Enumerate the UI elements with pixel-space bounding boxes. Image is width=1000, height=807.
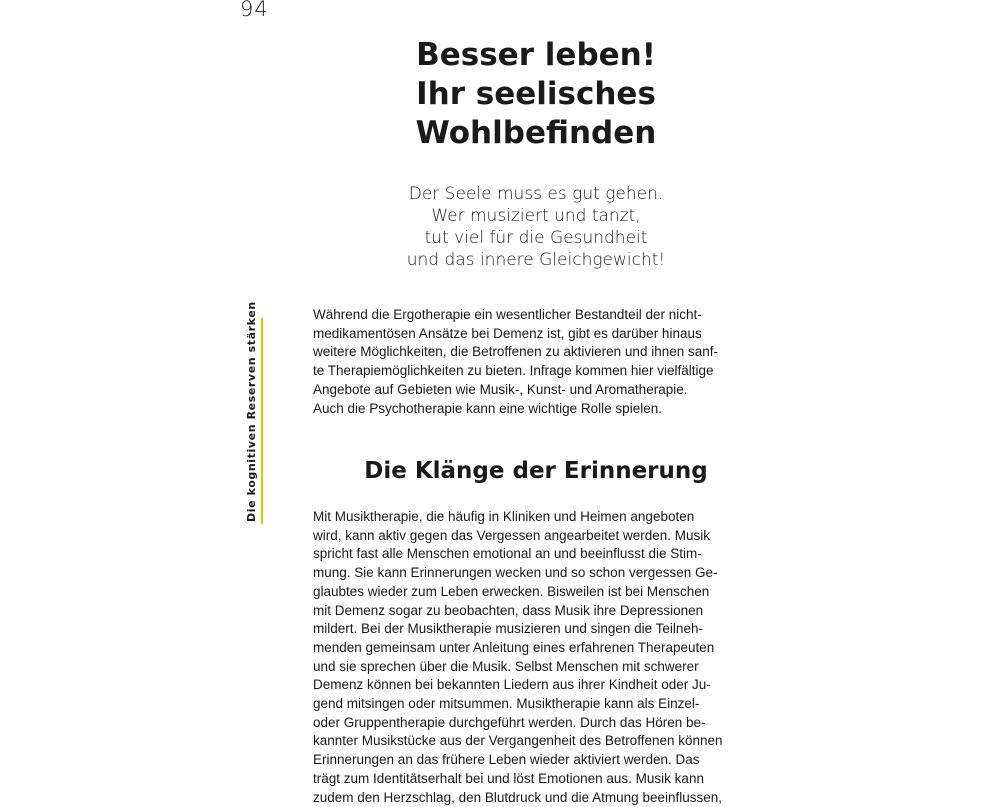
chapter-title-line: Ihr seelisches [416,76,656,112]
lead-line: Der Seele muss es gut gehen. [408,184,664,204]
text-line: Während die Ergotherapie ein wesentlicher Bestandteil der nicht- [313,307,702,322]
chapter-title [336,36,736,153]
text-line: glaubtes wieder zum Leben erwecken. Bisweilen ist bei Menschen [313,583,710,599]
intro-paragraph [313,306,773,418]
text-line: Erinnerungen an das frühere Leben wieder aktiviert werden. Das [313,752,700,768]
text-line: menden gemeinsam unter Anleitung eines erfahrenen Therapeuten [313,639,715,655]
running-head-rule [261,318,263,524]
text-line: mung. Sie kann Erinnerungen wecken und so schon vergessen Ge- [313,565,718,581]
text-line: zudem den Herzschlag, den Blutdruck und die Atmung beeinflussen, [313,789,723,805]
text-line: oder Gruppentherapie durchgeführt werden. Durch das Hören be- [313,714,706,730]
text-line: Angebote auf Gebieten wie Musik-, Kunst- und Aromatherapie. [313,381,688,397]
text-line: und sie sprechen über die Musik. Selbst Menschen mit schwerer [313,658,699,674]
text-line: medikamentösen Ansätze bei Demenz ist, gibt es darüber hinaus [313,325,702,341]
text-line: Auch die Psychotherapie kann eine wichtige Rolle spielen. [313,400,662,416]
lead-line: Wer musiziert und tanzt, [431,206,641,226]
text-line: spricht fast alle Menschen emotional an und beeinflusst die Stim- [313,546,702,562]
running-head: Die kognitiven Reserven stärken [245,301,258,522]
music-therapy-paragraph [313,508,773,807]
text-line: Mit Musiktherapie, die häufig in Kliniken und Heimen angeboten [313,509,695,524]
chapter-title-line: Besser leben! [416,37,656,73]
text-line: kannter Musikstücke aus der Vergangenheit des Betroffenen können [313,733,723,749]
page-number: 94 [240,0,269,21]
text-line: mildert. Bei der Musiktherapie musizieren und singen die Teilneh- [313,621,703,637]
section-heading: Die Klänge der Erinnerung [364,458,708,484]
lead-line: und das innere Gleichgewicht! [406,250,666,270]
text-line: te Therapiemöglichkeiten zu bieten. Infrage kommen hier vielfältige [313,363,714,379]
chapter-lead [336,183,736,271]
text-line: mit Demenz sogar zu beobachten, dass Musik ihre Depressionen [313,602,704,618]
chapter-title-line: Wohlbefinden [415,115,657,151]
text-line: wird, kann aktiv gegen das Vergessen angearbeitet werden. Musik [313,527,710,543]
text-line: weitere Möglichkeiten, die Betroffenen zu aktivieren und ihnen sanf- [313,344,718,360]
lead-line: tut viel für die Gesundheit [424,228,648,248]
text-line: Demenz können bei bekannten Liedern aus ihrer Kindheit oder Ju- [313,677,711,693]
text-line: gend mitsingen oder mitsummen. Musiktherapie kann als Einzel- [313,696,700,712]
text-line: trägt zum Identitätserhalt bei und löst Emotionen aus. Musik kann [313,770,704,786]
